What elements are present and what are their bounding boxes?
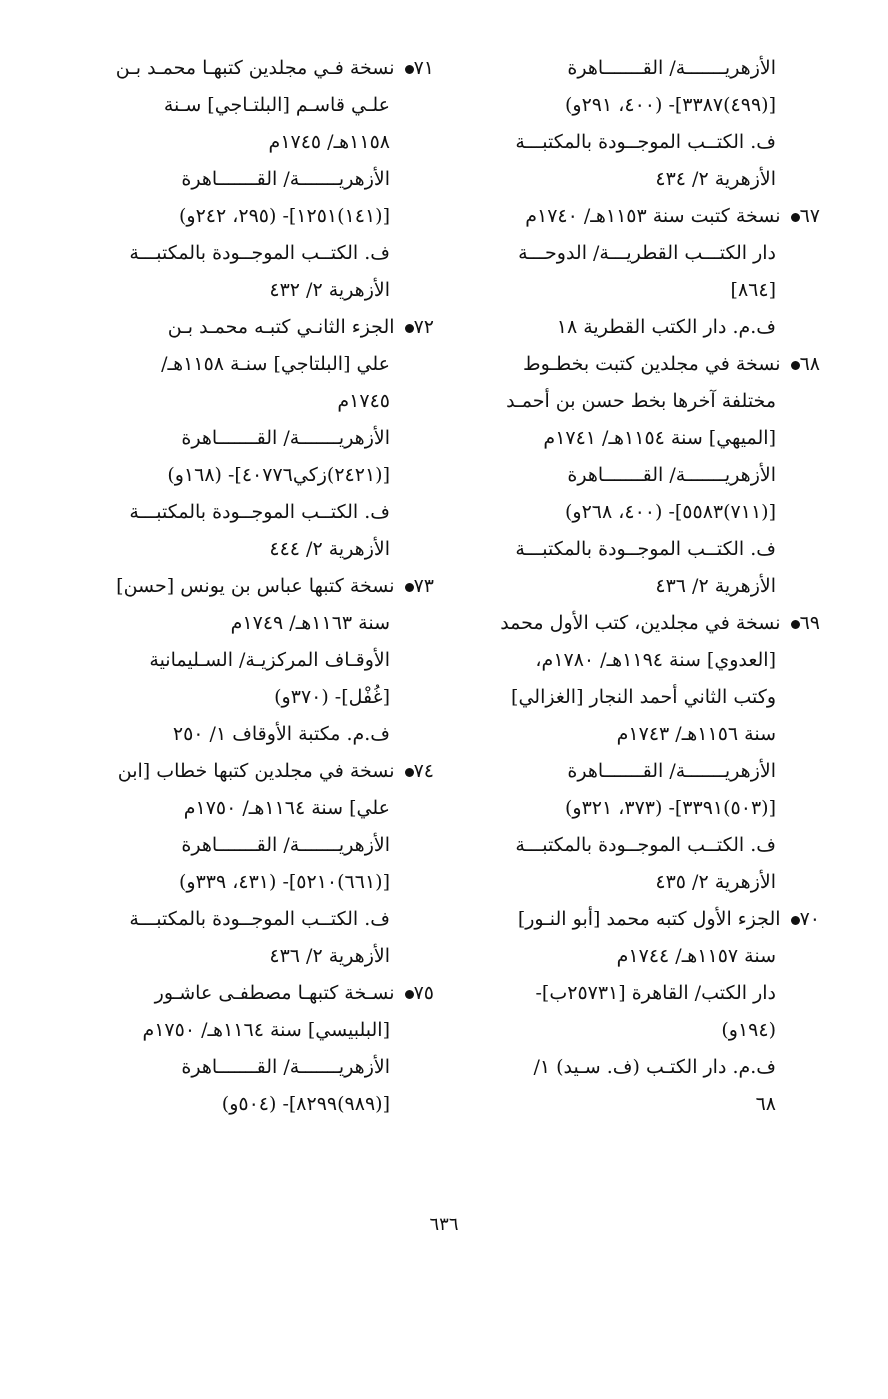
entry-line <box>96 494 434 531</box>
entry-number: ٦٩ <box>799 612 820 634</box>
entry-text: الأزهريـــــــة/ القـــــــاهرة <box>567 464 776 486</box>
entry-number: ٦٧ <box>799 205 820 227</box>
entry-text: علي] سنة ١١٦٤هـ/ ١٧٥٠م <box>183 797 390 819</box>
entry-line <box>478 716 820 753</box>
entry-line <box>96 457 434 494</box>
catalog-entry <box>478 198 820 346</box>
entry-text: [(١٤١)١٢٥١]- (٢٩٥، ٢٤٢و) <box>178 205 390 227</box>
bullet-icon <box>791 361 800 370</box>
entry-text: علـي قاسـم [البلتـاجي] سـنة <box>163 94 390 116</box>
entry-text: ف. الكتــب الموجــودة بالمكتبـــة <box>129 501 390 523</box>
entry-text: الأزهريـــــــة/ القـــــــاهرة <box>567 760 776 782</box>
entry-text: علي [البلتاجي] سنـة ١١٥٨هـ/ <box>161 353 390 375</box>
entry-text: الأزهريـــــــة/ القـــــــاهرة <box>181 168 390 190</box>
entry-text: نسـخة كتبهـا مصطفـى عاشـور <box>154 982 395 1004</box>
entry-text: سنة ١١٥٦هـ/ ١٧٤٣م <box>616 723 776 745</box>
entry-text: [(٥٠٣)٣٣٩١]- (٣٧٣، ٣٢١و) <box>564 797 776 819</box>
entry-line <box>96 753 434 790</box>
entry-number: ٧٤ <box>413 760 434 782</box>
entry-text: ٦٨ <box>755 1093 776 1115</box>
entry-text: [(٩٨٩)٨٢٩٩]- (٥٠٤و) <box>221 1093 390 1115</box>
entry-line <box>478 1049 820 1086</box>
entry-text: سنة ١١٦٣هـ/ ١٧٤٩م <box>230 612 390 634</box>
entry-text: سنة ١١٥٧هـ/ ١٧٤٤م <box>616 945 776 967</box>
entry-text: الأزهرية ٢/ ٤٣٥ <box>655 871 776 893</box>
entry-line <box>478 346 820 383</box>
entry-text: ف.م. مكتبة الأوقاف ١/ ٢٥٠ <box>172 723 390 745</box>
catalog-entry <box>96 753 434 975</box>
entry-line <box>96 679 434 716</box>
entry-text: ١١٥٨هـ/ ١٧٤٥م <box>268 131 390 153</box>
entry-line <box>96 901 434 938</box>
entry-line <box>96 1049 434 1086</box>
entry-text: ف.م. دار الكتـب (ف. سـيد) ١/ <box>533 1056 776 1078</box>
catalog-entry <box>478 346 820 605</box>
entry-number: ٦٨ <box>799 353 820 375</box>
entry-text: نسخة كتبها عباس بن يونس [حسن] <box>116 575 395 597</box>
entry-text: نسخة في مجلدين كتبها خطاب [ابن <box>117 760 395 782</box>
entry-line <box>478 420 820 457</box>
entry-line <box>96 568 434 605</box>
catalog-entry <box>96 568 434 753</box>
entry-line <box>96 124 434 161</box>
entry-line <box>96 346 434 383</box>
entry-text: ف. الكتــب الموجــودة بالمكتبـــة <box>129 908 390 930</box>
bullet-icon <box>791 916 800 925</box>
entry-text: [٨٦٤] <box>730 279 776 301</box>
catalog-entry <box>478 50 820 198</box>
entry-line <box>478 124 820 161</box>
entry-line <box>96 531 434 568</box>
entry-line <box>96 1086 434 1123</box>
entry-number: ٧١ <box>413 57 434 79</box>
entry-line <box>96 272 434 309</box>
bullet-icon <box>405 990 414 999</box>
entry-line <box>96 1012 434 1049</box>
entry-text: نسخة في مجلدين كتبت بخطـوط <box>523 353 781 375</box>
entry-text: نسخة في مجلدين، كتب الأول محمد <box>500 612 781 634</box>
entry-text: الأزهرية ٢/ ٤٣٤ <box>655 168 776 190</box>
entry-line <box>478 50 820 87</box>
entry-line <box>478 1012 820 1049</box>
entry-text: الأزهريـــــــة/ القـــــــاهرة <box>181 834 390 856</box>
entry-text: الأزهرية ٢/ ٤٣٢ <box>269 279 390 301</box>
bullet-icon <box>405 768 414 777</box>
catalog-entry <box>96 975 434 1123</box>
entry-text: ف.م. دار الكتب القطرية ١٨ <box>556 316 776 338</box>
entry-text: ف. الكتــب الموجــودة بالمكتبـــة <box>129 242 390 264</box>
entry-line <box>96 383 434 420</box>
entry-line <box>478 494 820 531</box>
entry-text: [غُفْل]- (٣٧٠و) <box>274 686 390 708</box>
entry-line <box>478 198 820 235</box>
entry-line <box>96 87 434 124</box>
entry-text: وكتب الثاني أحمد النجار [الغزالي] <box>511 686 776 708</box>
entry-line <box>96 716 434 753</box>
entry-line <box>478 605 820 642</box>
catalog-entry <box>96 309 434 568</box>
entry-line <box>96 420 434 457</box>
entry-text: الجزء الأول كتبه محمد [أبو النـور] <box>517 908 781 930</box>
entry-line <box>478 864 820 901</box>
entry-text: [البلبيسي] سنة ١١٦٤هـ/ ١٧٥٠م <box>142 1019 390 1041</box>
bullet-icon <box>405 65 414 74</box>
entry-text: الأوقـاف المركزيـة/ السـليمانية <box>149 649 390 671</box>
entry-text: الأزهريـــــــة/ القـــــــاهرة <box>567 57 776 79</box>
entry-line <box>96 161 434 198</box>
entry-line <box>96 50 434 87</box>
entry-line <box>96 827 434 864</box>
entry-number: ٧٣ <box>413 575 434 597</box>
entry-text: الجزء الثانـي كتبـه محمـد بـن <box>167 316 395 338</box>
entry-text: ف. الكتــب الموجــودة بالمكتبـــة <box>515 538 776 560</box>
entry-line <box>478 531 820 568</box>
entry-line <box>96 975 434 1012</box>
entry-text: الأزهريـــــــة/ القـــــــاهرة <box>181 427 390 449</box>
entry-text: نسخة فـي مجلدين كتبهـا محمـد بـن <box>115 57 395 79</box>
entry-line <box>478 309 820 346</box>
catalog-entry <box>478 901 820 1123</box>
entry-text: دار الكتب/ القاهرة [٢٥٧٣١ب]- <box>535 982 776 1004</box>
entry-text: الأزهريـــــــة/ القـــــــاهرة <box>181 1056 390 1078</box>
entry-line <box>478 790 820 827</box>
entry-line <box>478 901 820 938</box>
entry-line <box>96 235 434 272</box>
entry-text: الأزهرية ٢/ ٤٣٦ <box>269 945 390 967</box>
entry-text: مختلفة آخرها بخط حسن بن أحمـد <box>506 390 776 412</box>
entry-line <box>478 938 820 975</box>
catalog-entry <box>478 605 820 901</box>
entry-text: ف. الكتــب الموجــودة بالمكتبـــة <box>515 834 776 856</box>
page-number: ٦٣٦ <box>429 1214 459 1235</box>
entry-text: دار الكتـــب القطريـــة/ الدوحـــة <box>518 242 776 264</box>
left-column <box>96 50 434 1123</box>
entry-line <box>478 975 820 1012</box>
entry-line <box>96 938 434 975</box>
entry-text: ف. الكتــب الموجــودة بالمكتبـــة <box>515 131 776 153</box>
entry-line <box>96 605 434 642</box>
entry-line <box>96 198 434 235</box>
entry-line <box>478 383 820 420</box>
entry-text: (١٩٤و) <box>721 1019 776 1041</box>
entry-line <box>478 161 820 198</box>
entry-line <box>478 568 820 605</box>
entry-line <box>478 753 820 790</box>
entry-line <box>478 272 820 309</box>
entry-line <box>478 235 820 272</box>
entry-line <box>478 87 820 124</box>
catalog-entry <box>96 50 434 309</box>
entry-text: [(٢٤٢١)زكي٤٠٧٧٦]- (١٦٨و) <box>167 464 390 486</box>
entry-text: [(٦٦١)٥٢١٠]- (٤٣١، ٣٣٩و) <box>178 871 390 893</box>
entry-line <box>478 457 820 494</box>
bullet-icon <box>791 620 800 629</box>
bullet-icon <box>791 213 800 222</box>
bullet-icon <box>405 324 414 333</box>
bullet-icon <box>405 583 414 592</box>
entry-line <box>96 790 434 827</box>
entry-text: الأزهرية ٢/ ٤٣٦ <box>655 575 776 597</box>
entry-text: [(٧١١)٥٥٨٣]- (٤٠٠، ٢٦٨و) <box>564 501 776 523</box>
entry-number: ٧٠ <box>799 908 820 930</box>
entry-line <box>478 827 820 864</box>
entry-line <box>478 642 820 679</box>
entry-line <box>478 679 820 716</box>
entry-line <box>96 309 434 346</box>
entry-text: [(٤٩٩)٣٣٨٧]- (٤٠٠، ٢٩١و) <box>564 94 776 116</box>
entry-line <box>96 642 434 679</box>
entry-text: [العدوي] سنة ١١٩٤هـ/ ١٧٨٠م، <box>535 649 776 671</box>
entry-text: نسخة كتبت سنة ١١٥٣هـ/ ١٧٤٠م <box>525 205 781 227</box>
entry-line <box>96 864 434 901</box>
entry-text: الأزهرية ٢/ ٤٤٤ <box>269 538 390 560</box>
entry-number: ٧٥ <box>413 982 434 1004</box>
entry-number: ٧٢ <box>413 316 434 338</box>
entry-text: ١٧٤٥م <box>337 390 390 412</box>
right-column <box>478 50 820 1123</box>
entry-text: [الميهي] سنة ١١٥٤هـ/ ١٧٤١م <box>543 427 776 449</box>
entry-line <box>478 1086 820 1123</box>
